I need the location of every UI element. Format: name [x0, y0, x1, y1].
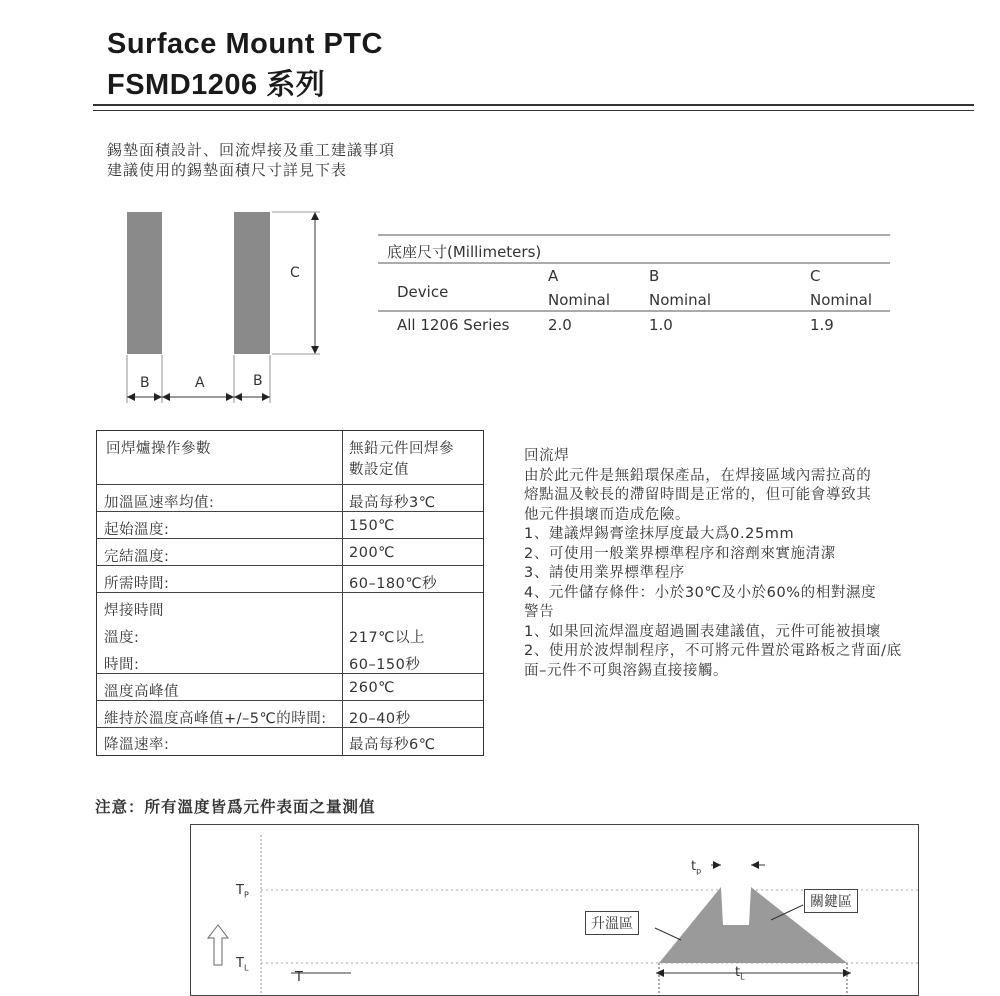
dimension-lines — [120, 205, 320, 415]
col-a-nominal: Nominal — [548, 291, 611, 309]
ts-label: T — [295, 970, 303, 985]
table-cell-value: 260℃ — [349, 680, 395, 696]
col-c-header: C — [810, 267, 821, 285]
notes-item: 3、請使用業界標準程序 — [524, 565, 685, 581]
reflow-header-left: 回焊爐操作參數 — [106, 441, 211, 457]
header-rule-thin — [93, 110, 974, 111]
row-c-value: 1.9 — [810, 316, 834, 334]
table-cell-value: 60–150秒 — [349, 657, 421, 673]
reflow-header-right-2: 數設定值 — [349, 462, 409, 478]
col-b-header: B — [649, 267, 660, 285]
ramp-up-zone-label: 升溫區 — [585, 911, 639, 935]
warning-heading: 警告 — [524, 604, 555, 620]
notes-heading: 回流焊 — [524, 448, 570, 464]
table-row: 焊接時間 — [104, 603, 164, 619]
row-device: All 1206 Series — [397, 316, 510, 334]
notes-item: 1、建議焊錫膏塗抹厚度最大爲0.25mm — [524, 526, 795, 542]
warning-item: 1、如果回流焊溫度超過圖表建議值，元件可能被損壞 — [524, 623, 882, 640]
label-b-left: B — [140, 375, 150, 391]
table-row: 降溫速率: — [104, 737, 170, 753]
table-row: 維持於溫度高峰值+/–5℃的時間: — [104, 711, 327, 727]
label-b-right: B — [253, 373, 263, 389]
title-line-2: FSMD1206 系列 — [107, 69, 326, 101]
title-line-1: Surface Mount PTC — [107, 28, 383, 60]
tp-label: $T_P$ — [236, 883, 249, 900]
attention-note: 注意：所有溫度皆爲元件表面之量測值 — [95, 798, 376, 816]
notes-item: 4、元件儲存條件：小於30℃及小於60%的相對濕度 — [524, 584, 877, 601]
tp-time-label: $t_p$ — [691, 859, 702, 876]
reflow-profile-chart — [190, 824, 919, 996]
critical-zone-label: 關鍵區 — [804, 889, 858, 913]
warning-item: 面–元件不可與溶錫直接接觸。 — [524, 662, 729, 679]
table-cell-value: 150℃ — [349, 518, 395, 534]
table-caption: 底座尺寸(Millimeters) — [387, 243, 542, 261]
table-cell-value: 最高每秒3℃ — [349, 495, 436, 511]
table-cell-value: 最高每秒6℃ — [349, 737, 436, 753]
table-cell-value: 60–180℃秒 — [349, 576, 438, 592]
device-header: Device — [397, 283, 449, 301]
table-row: 所需時間: — [104, 576, 170, 592]
tl-label: $T_L$ — [236, 956, 249, 973]
reflow-header-right-1: 無鉛元件回焊參 — [349, 441, 454, 457]
col-c-nominal: Nominal — [810, 291, 873, 309]
notes-paragraph-line: 他元件損壞而造成危險。 — [524, 506, 691, 523]
intro-line-1: 錫墊面積設計、回流焊接及重工建議事項 — [107, 141, 396, 159]
row-b-value: 1.0 — [649, 316, 673, 334]
pad-diagram — [120, 205, 320, 415]
table-cell-value: 217℃以上 — [349, 630, 425, 646]
table-row: 起始溫度: — [104, 522, 170, 538]
tl-time-label: $t_L$ — [735, 965, 745, 982]
table-cell-value: 20–40秒 — [349, 711, 411, 727]
notes-paragraph-line: 熔點温及較長的滯留時間是正常的，但可能會導致其 — [524, 487, 872, 503]
table-row: 溫度高峰值 — [104, 684, 179, 700]
table-row: 完結溫度: — [104, 549, 170, 565]
col-a-header: A — [548, 267, 559, 285]
col-b-nominal: Nominal — [649, 291, 712, 309]
label-a: A — [195, 375, 205, 391]
row-a-value: 2.0 — [548, 316, 572, 334]
intro-line-2: 建議使用的錫墊面積尺寸詳見下表 — [107, 161, 348, 179]
notes-item: 2、可使用一般業界標準程序和溶劑來實施清潔 — [524, 545, 836, 562]
label-c: C — [290, 265, 300, 281]
table-cell-value: 200℃ — [349, 545, 395, 561]
dimension-table — [378, 234, 890, 344]
notes-paragraph-line: 由於此元件是無鉛環保產品，在焊接區域內需拉高的 — [524, 467, 872, 484]
table-row: 加溫區速率均值: — [104, 495, 215, 511]
reflow-table — [96, 430, 484, 756]
reflow-notes — [524, 447, 902, 681]
table-row: 溫度: — [104, 630, 140, 646]
table-row: 時間: — [104, 657, 140, 673]
header-rule-thick — [93, 104, 974, 106]
warning-item: 2、使用於波焊制程序，不可將元件置於電路板之背面/底 — [524, 643, 902, 659]
